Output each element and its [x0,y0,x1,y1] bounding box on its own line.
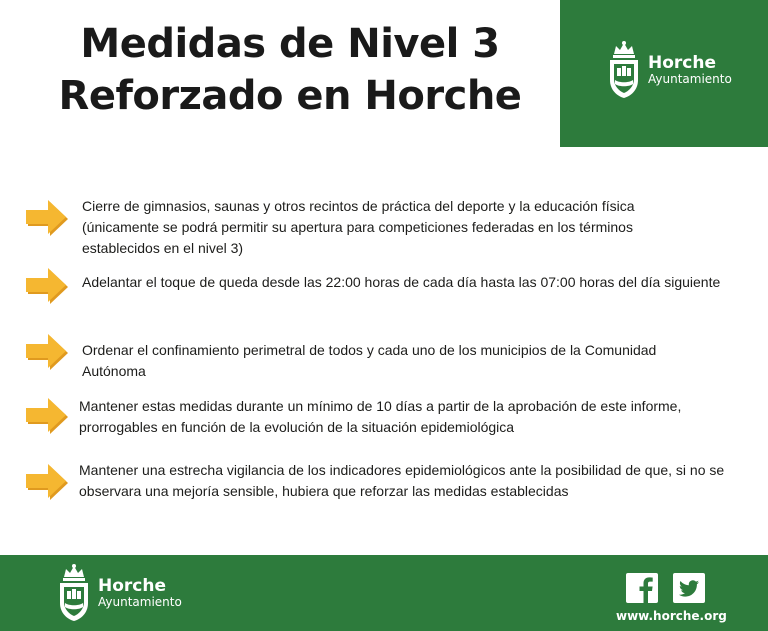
measure-text: Cierre de gimnasios, saunas y otros recintos de práctica del deporte y la educación física (únicamente se podrá permitir su apertura para competiciones federadas en los términos establecidos en el nivel 3) [82,198,635,256]
horche-logo [606,40,732,100]
horche-logo [56,563,182,623]
logo-name: Horche [98,576,166,596]
social-links [626,573,705,603]
page-title [20,18,560,122]
arrow-right-icon [22,460,70,502]
arrow-right-icon [22,196,70,238]
title-line-2: Reforzado en Horche [58,73,522,119]
website-link[interactable]: www.horche.org [616,609,727,623]
measure-text: Ordenar el confinamiento perimetral de todos y cada uno de los municipios de la Comunidad Autónoma [82,342,657,379]
logo-name: Horche [648,53,716,73]
facebook-icon[interactable] [626,573,658,603]
logo-subtitle: Ayuntamiento [98,595,182,609]
header-logo-panel [560,0,768,147]
coat-of-arms-icon [606,40,642,100]
arrow-right-icon [22,394,70,436]
twitter-icon[interactable] [673,573,705,603]
measure-text: Adelantar el toque de queda desde las 22:00 horas de cada día hasta las 07:00 horas del día siguiente [82,274,721,290]
measure-text: Mantener una estrecha vigilancia de los indicadores epidemiológicos ante la posibilidad de que, si no se observara una mejoría sensible, hubiera que reforzar las medidas establecidas [79,462,725,499]
title-line-1: Medidas de Nivel 3 [80,21,500,67]
footer [0,555,768,631]
coat-of-arms-icon [56,563,92,623]
arrow-right-icon [22,330,70,372]
arrow-right-icon [22,264,70,306]
logo-subtitle: Ayuntamiento [648,72,732,86]
measure-text: Mantener estas medidas durante un mínimo de 10 días a partir de la aprobación de este informe, prorrogables en función de la evolución de la situación epidemiológica [79,398,682,435]
